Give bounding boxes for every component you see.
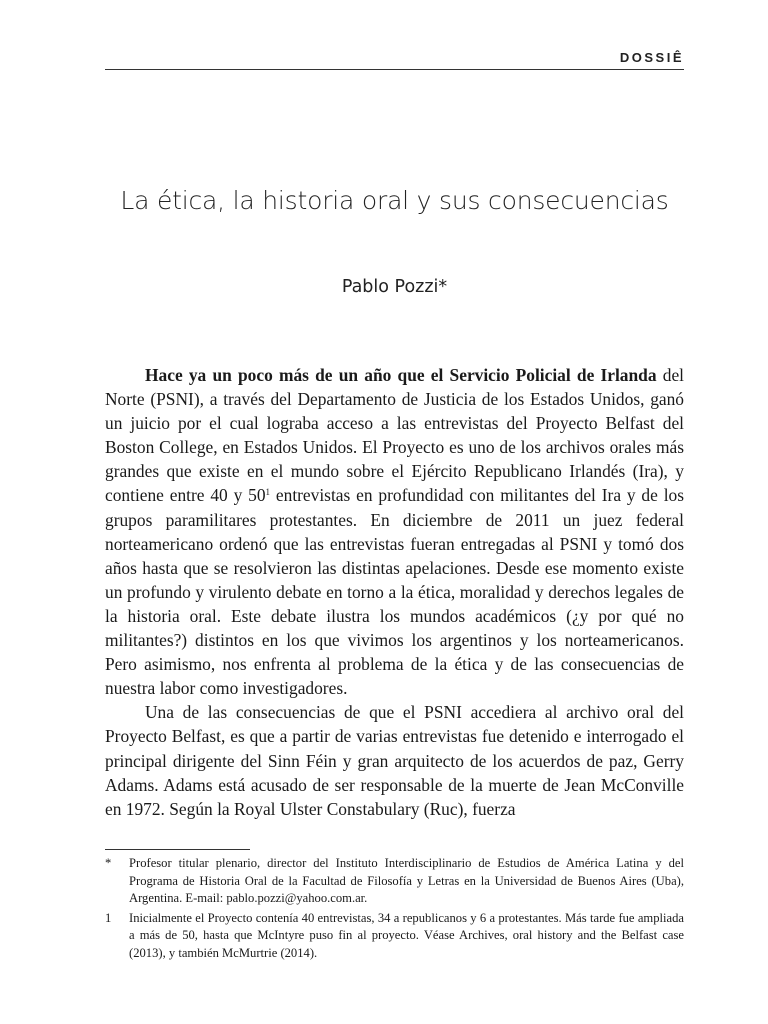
paragraph-text: del Norte (PSNI), a través del Departamento de Justicia de los Estados Unidos, ganó un juicio por el cual lograba acceso a las entrevistas del Proyecto Belfast del Boston College, en Estados Unidos. El Proyecto es uno de los archivos orales más grandes que existe en el mundo sobre el Ejército Republicano Irlandés (Ira), y contiene entre 40 y 50 — [105, 365, 684, 506]
footnote-1 — [105, 910, 684, 963]
footnote-text: Inicialmente el Proyecto contenía 40 entrevistas, 34 a republicanos y 6 a protestantes. Más tarde fue ampliada a más de 50, hasta que McIntyre puso fin al proyecto. Véase Archives, oral history and the Belfast case (2013), y también McMurtrie (2014). — [129, 910, 684, 960]
header-rule — [105, 69, 684, 70]
body-paragraph-1 — [105, 363, 684, 700]
footnote-mark: * — [105, 856, 112, 870]
running-head-section: DOSSIÊ — [619, 50, 684, 65]
paragraph-text: entrevistas en profundidad con militantes del Ira y de los grupos paramilitares protestantes. En diciembre de 2011 un juez federal norteamericano ordenó que las entrevistas fueran entregadas al PSNI y tomó dos años hasta que se resolvieron las distintas apelaciones. Desde ese momento existe un profundo y virulento debate en torno a la ética, moralidad y derechos legales de la historia oral. Este debate ilustra los mundos académicos (¿y por qué no militantes?) distintos en los que vivimos los argentinos y los norteamericanos. Pero asimismo, nos enfrenta al problema de la ética y de las consecuencias de nuestra labor como investigadores. — [105, 485, 684, 699]
article-title: La ética, la historia oral y sus consecuencias — [120, 186, 669, 215]
lead-in-text: Hace ya un poco más de un año que el Servicio Policial de Irlanda — [145, 365, 657, 385]
article-body — [105, 363, 684, 821]
footnote-mark: 1 — [105, 910, 112, 925]
article-author: Pablo Pozzi* — [341, 277, 448, 297]
footnote-ref-1[interactable]: 1 — [265, 487, 271, 498]
footnote-rule — [105, 849, 250, 850]
footnote-text: Profesor titular plenario, director del Instituto Interdisciplinario de Estudios de América Latina y del Programa de Historia Oral de la Facultad de Filosofía y Letras en la Universidad de Buenos Aires (Uba), Argentina. E-mail: pablo.pozzi@yahoo.com.ar. — [129, 856, 684, 905]
body-paragraph-2: Una de las consecuencias de que el PSNI accediera al archivo oral del Proyecto Belfast, es que a partir de varias entrevistas fue detenido e interrogado el principal dirigente del Sinn Féin y gran arquitecto de los acuerdos de paz, Gerry Adams. Adams está acusado de ser responsable de la muerte de Jean McConville en 1972. Según la Royal Ulster Constabulary (Ruc), fuerza — [105, 702, 684, 819]
footnotes — [105, 855, 684, 964]
footnote-author — [105, 855, 684, 908]
